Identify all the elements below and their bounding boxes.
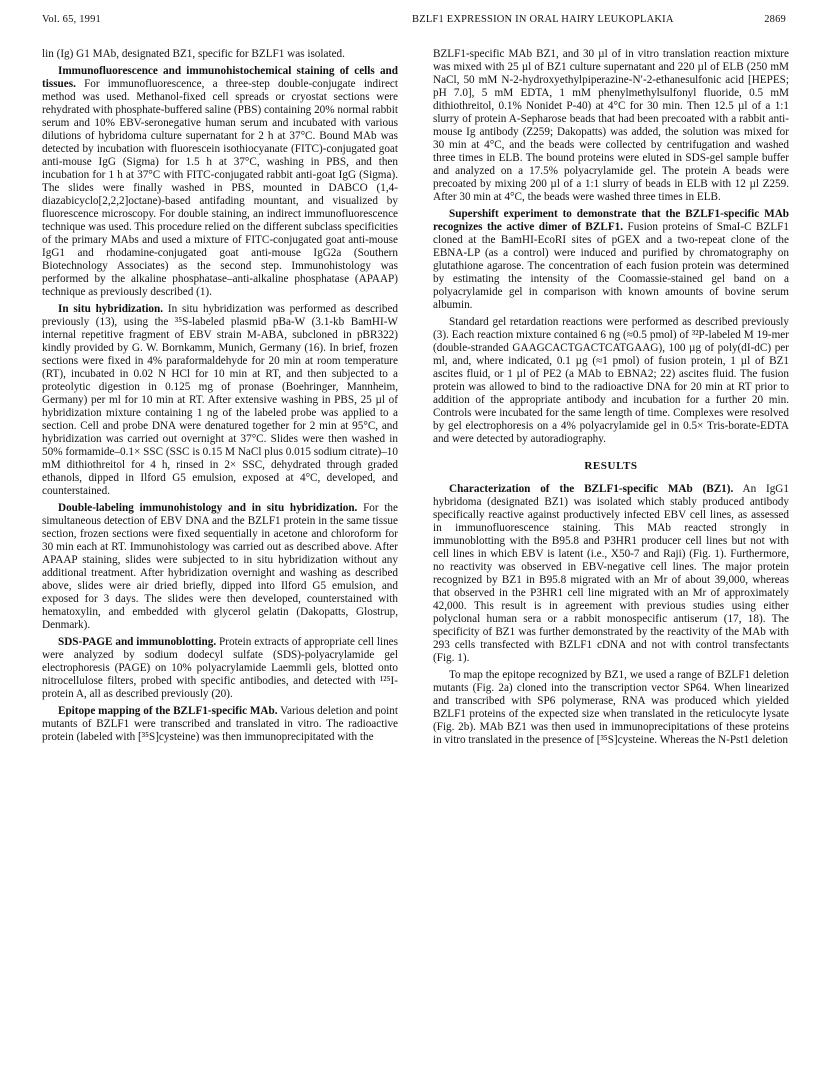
section-title-results: RESULTS	[584, 460, 638, 472]
page-number: 2869	[764, 14, 786, 25]
paragraph-body: In situ hybridization was performed as described previously (13), using the ³⁵S-labeled plasmid pBa-W (3.1-kb BamHI-W internal repetitive fragment of EBV strain M-ABA, subcloned in pBR322) kindly provided by G. W. Bornkamm, Munich, Germany (16). In brief, frozen sections were fixed in 4% paraformaldehyde for 20 min at room temperature (RT), incubated in 0.02 N HCl for 10 min at RT, and then subjected to a proteolytic digestion in 0.125 mg of pronase (Boehringer, Mannheim, Germany) per ml for 10 min at RT. After extensive washing in PBS, 25 µl of hybridization mixture containing 1 ng of the labeled probe was applied to a section. Cell and probe DNA were denatured together for 2 min at 95°C, and hybridization was carried out overnight at 37°C. Slides were then washed in 50% formamide–0.1× SSC (SSC is 0.15 M NaCl plus 0.015 sodium citrate)–10 mM dithiothreitol for 4 h, rinsed in 2× SSC, dehydrated through graded ethanols, dipped in Ilford G5 emulsion, exposed at 4°C, developed, and counterstained.	[42, 303, 398, 497]
run-in-heading: SDS-PAGE and immunoblotting.	[58, 636, 217, 648]
paragraph-supershift	[433, 208, 789, 312]
paragraph-body: For immunofluorescence, a three-step double-conjugate indirect method was used. Methanol-fixed cell spreads or cryostat sections were rehydrated with phosphate-buffered saline (PBS) containing 20% normal rabbit serum and 10% EBV-seronegative human serum and incubated with various dilutions of hybridoma culture supernatant for 2 h at 37°C. Bound MAb was detected by incubation with fluorescein isothiocyanate (FITC)-conjugated goat anti-mouse IgG (Sigma) for 1.5 h at 37°C, washing in PBS, and then incubation for 1 h at 37°C with FITC-conjugated rabbit anti-goat IgG (Sigma). The slides were finally washed in PBS, mounted in DABCO (1,4-diazabicyclo[2,2,2]octane)-based antifading mountant, and visualized by fluorescence microscopy. For double staining, an indirect immunofluorescence technique was used. This procedure relied on the different subclass specificities of the primary MAbs and used a mixture of FITC-conjugated goat anti-mouse IgG1 and rhodamine-conjugated goat anti-mouse IgG2a (Southern Biotechnology Associates) as the second step. Immunohistology was performed by the alkaline phosphatase–anti-alkaline phosphatase (APAAP) technique as previously described (1).	[42, 78, 398, 298]
left-column	[42, 48, 398, 744]
paragraph-body: Protein extracts of appropriate cell lines were analyzed by sodium dodecyl sulfate (SDS)-polyacrylamide gel electrophoresis (PAGE) on 10% polyacrylamide Laemmli gels, blotted onto nitrocellulose filters, probed with specific antibodies, and detected with ¹²⁵I-protein A, all as described previously (20).	[42, 636, 398, 700]
paragraph-continuation: lin (Ig) G1 MAb, designated BZ1, specific for BZLF1 was isolated.	[42, 48, 345, 60]
paragraph-body: An IgG1 hybridoma (designated BZ1) was isolated which stably produced antibody specifically reactive against productively infected EBV cell lines, as assessed in immunofluorescence staining. This MAb reacted strongly in immunoblotting with the B95.8 and P3HR1 producer cell lines but not with cell lines in which EBV is latent (i.e., X50-7 and Raji) (Fig. 1). Furthermore, no reactivity was observed in EBV-negative cell lines. The major protein recognized by BZ1 in B95.8 migrated with an Mr of about 39,000, whereas that observed in the P3HR1 cell line migrated with an Mr of approximately 42,000. This result is in agreement with previous studies using either polyclonal human sera or a rabbit monospecific antiserum (17, 18). The specificity of BZ1 was further demonstrated by the reactivity of the MAb with 293 cells transfected with BZLF1 cDNA and not with control transfectants (Fig. 1).	[433, 483, 789, 664]
paragraph-in-situ	[42, 303, 398, 498]
run-in-heading: Double-labeling immunohistology and in situ hybridization.	[58, 502, 358, 514]
paragraph-double-labeling	[42, 502, 398, 632]
paragraph-epitope-mapping	[42, 705, 398, 744]
right-column	[433, 48, 789, 747]
paragraph-continuation: BZLF1-specific MAb BZ1, and 30 µl of in vitro translation reaction mixture was mixed with 25 µl of BZ1 culture supernatant and 220 µl of ELB (250 mM NaCl, 50 mM N-2-hydroxyethylpiperazine-N′-2-ethanesulfonic acid [HEPES; pH 7.0], 5 mM EDTA, 1 mM phenylmethylsulfonyl fluoride, 0.5 mM dithiothreitol, 0.1% Nonidet P-40) at 4°C for 30 min. Then 12.5 µl of a 1:1 slurry of protein A-Sepharose beads that had been precoated with a rabbit anti-mouse Ig antibody (Z259; Dakopatts) was added, the solution was mixed for 30 min at 4°C, and the beads were collected by centrifugation and washed three times in ELB. The bound proteins were eluted in SDS-gel sample buffer and analyzed on a 17.5% polyacrylamide gel. The protein A beads were precoated by mixing 200 µl of a 1:1 slurry of beads in ELB with 12 µl Z259. After 30 min at 4°C, the beads were washed three times in ELB.	[433, 48, 789, 203]
paragraph-epitope-results: To map the epitope recognized by BZ1, we used a range of BZLF1 deletion mutants (Fig. 2a) cloned into the transcription vector SP64. When linearized and transcribed with SP6 polymerase, RNA was produced which yielded BZLF1 proteins of the expected size when translated in the reticulocyte lysate (Fig. 2b). MAb BZ1 was then used in immunoprecipitations of these proteins in vitro translated in the presence of [³⁵S]cysteine. Whereas the N-Pst1 deletion	[433, 669, 789, 746]
run-in-heading: Characterization of the BZLF1-specific MAb (BZ1).	[449, 483, 734, 495]
run-in-heading: In situ hybridization.	[58, 303, 164, 315]
running-header	[40, 14, 790, 28]
paragraph-characterization	[433, 483, 789, 665]
paragraph-immunofluorescence	[42, 65, 398, 299]
paragraph-body: Various deletion and point mutants of BZLF1 were transcribed and translated in vitro. The radioactive protein (labeled with [³⁵S]cysteine) was then immunoprecipitated with the	[42, 705, 398, 743]
volume-label: Vol. 65, 1991	[42, 14, 101, 25]
run-in-heading: Supershift experiment to demonstrate that the BZLF1-specific MAb recognizes the active dimer of BZLF1.	[433, 208, 789, 233]
run-in-heading: Epitope mapping of the BZLF1-specific MAb.	[58, 705, 278, 717]
paragraph-body: For the simultaneous detection of EBV DNA and the BZLF1 protein in the same tissue section, frozen sections were fixed sequentially in acetone and chloroform for 30 min each at RT. Immunohistology was carried out as described above. After APAAP staining, slides were subjected to in situ hybridization without any additional treatment. After hybridization overnight and washing as described above, slides were air dried briefly, dipped into Ilford G5 emulsion, and exposed for 3 days. The slides were then developed, counterstained with hematoxylin, and embedded with glycerol gelatin (Dakopatts, Glostrup, Denmark).	[42, 502, 398, 631]
run-in-heading: Immunofluorescence and immunohistochemical staining of cells and tissues.	[42, 65, 398, 90]
running-title: BZLF1 EXPRESSION IN ORAL HAIRY LEUKOPLAKIA	[412, 14, 674, 25]
paragraph-body: Fusion proteins of SmaI-C BZLF1 cloned at the BamHI-EcoRI sites of pGEX and a two-repeat clone of the EBNA-LP (as a control) were induced and purified by chromatography on glutathione agarose. The concentration of each fusion protein was determined by estimating the intensity of the Coomassie-stained gel band on a polyacrylamide gel in comparison with known amounts of bovine serum albumin.	[433, 221, 789, 311]
paragraph-gel-retardation: Standard gel retardation reactions were performed as described previously (3). Each reaction mixture contained 6 ng (≈0.5 pmol) of ³²P-labeled M 19-mer (double-stranded GAAGCACTGACTCATGAAG), 100 µg of poly(dI-dC) per ml, and, where indicated, 0.1 µg (≈1 pmol) of fusion protein, 1 µl of BZ1 ascites fluid, or 1 µl of PE2 (a MAb to EBNA2; 22) ascites fluid. The fusion protein was allowed to bind to the radioactive DNA for 20 min at RT prior to addition of the appropriate antibody and incubation for a further 20 min. Controls were incubated for the same length of time. Complexes were resolved by gel electrophoresis on a 4% polyacrylamide gel in 0.5× Tris-borate-EDTA and were detected by autoradiography.	[433, 316, 789, 445]
paragraph-sds-page	[42, 636, 398, 701]
